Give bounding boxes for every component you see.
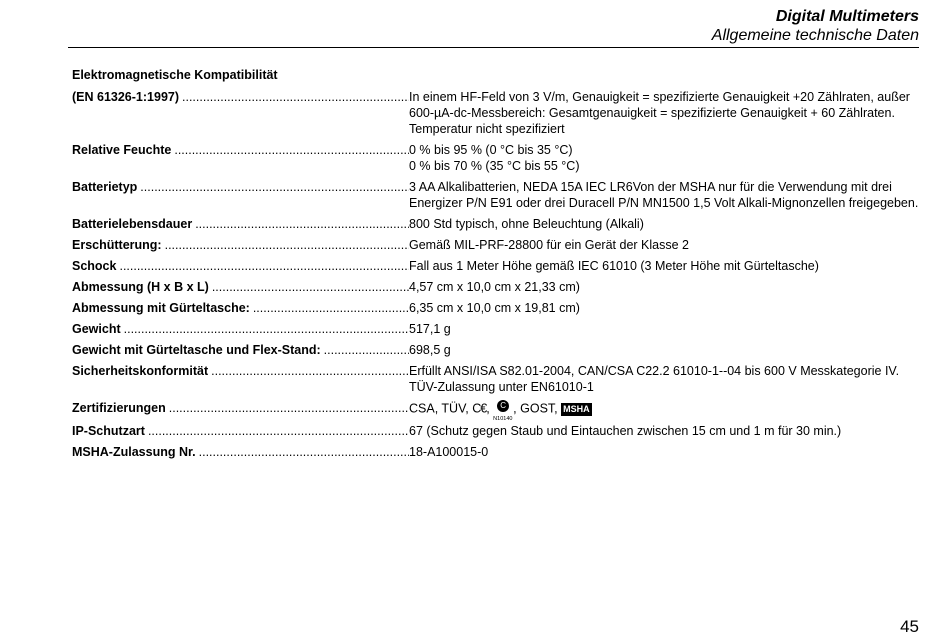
leader-dots <box>195 216 409 232</box>
spec-label: MSHA-Zulassung Nr. <box>72 445 196 459</box>
spec-label-cell <box>72 321 409 337</box>
spec-row <box>72 321 920 337</box>
spec-value-line: 18-A100015-0 <box>409 445 489 459</box>
spec-label-cell <box>72 237 409 253</box>
spec-label: (EN 61326-1:1997) <box>72 90 180 104</box>
spec-label: Erschütterung: <box>72 238 162 252</box>
spec-label-cell <box>72 216 409 232</box>
running-header <box>712 7 919 45</box>
spec-value <box>409 342 920 358</box>
leader-dots <box>211 363 409 395</box>
spec-label-cell <box>72 279 409 295</box>
spec-label-cell <box>72 142 409 174</box>
spec-label-cell <box>72 363 409 395</box>
spec-row <box>72 89 920 137</box>
spec-value <box>409 321 920 337</box>
header-title: Digital Multimeters <box>775 8 919 25</box>
spec-value-line: 800 Std typisch, ohne Beleuchtung (Alkali) <box>409 217 644 231</box>
leader-dots <box>169 400 409 418</box>
spec-value <box>409 179 920 211</box>
leader-dots <box>140 179 409 211</box>
spec-label-cell <box>72 400 409 418</box>
spec-label: IP-Schutzart <box>72 424 145 438</box>
spec-value-line: Fall aus 1 Meter Höhe gemäß IEC 61010 (3 Meter Höhe mit Gürteltasche) <box>409 259 819 273</box>
spec-value-line: 0 % bis 95 % (0 °C bis 35 °C) <box>409 143 573 157</box>
spec-row <box>72 444 920 460</box>
spec-row <box>72 300 920 316</box>
leader-dots <box>182 89 409 137</box>
spec-label-cell <box>72 444 409 460</box>
spec-value <box>409 237 920 253</box>
cert-prefix: CSA, TÜV, <box>409 401 469 416</box>
spec-label: Batterielebensdauer <box>72 217 193 231</box>
leader-dots <box>199 444 409 460</box>
spec-row <box>72 142 920 174</box>
leader-dots <box>148 423 409 439</box>
header-rule <box>68 47 919 48</box>
leader-dots <box>253 300 409 316</box>
msha-logo-icon: MSHA <box>563 403 590 414</box>
spec-label: Abmessung mit Gürteltasche: <box>72 301 250 315</box>
spec-label: Schock <box>72 259 117 273</box>
header-subtitle: Allgemeine technische Daten <box>711 27 919 44</box>
spec-label-cell <box>72 258 409 274</box>
csa-mark-letter: C <box>497 400 509 412</box>
spec-row <box>72 279 920 295</box>
leader-dots <box>119 258 409 274</box>
spec-row <box>72 400 920 422</box>
spec-value <box>409 363 920 395</box>
spec-value-line: 0 % bis 70 % (35 °C bis 55 °C) <box>409 159 580 173</box>
leader-dots <box>165 237 409 253</box>
spec-value-line: 517,1 g <box>409 322 451 336</box>
spec-row <box>72 237 920 253</box>
spec-label: Batterietyp <box>72 180 138 194</box>
spec-row <box>72 342 920 358</box>
csa-mark-number: N10140 <box>493 416 513 422</box>
spec-label: Relative Feuchte <box>72 143 172 157</box>
page-number: 45 <box>900 617 919 636</box>
spec-value <box>409 142 920 174</box>
spec-label: Sicherheitskonformität <box>72 364 209 378</box>
spec-label: Gewicht <box>72 322 121 336</box>
spec-label: Zertifizierungen <box>72 401 166 415</box>
spec-value <box>409 216 920 232</box>
spec-value-line: In einem HF-Feld von 3 V/m, Genauigkeit = spezifizierte Genauigkeit +20 Zählraten, außer 600-µA-dc-Messbereich: Gesamtgenauigkeit = spezifizierte Genauigkeit + 60 Zählraten. Temperatur nicht spezifiziert <box>409 90 910 136</box>
csa-mark-icon <box>493 400 513 422</box>
spec-row <box>72 258 920 274</box>
ce-mark-icon: C€ <box>472 401 487 416</box>
spec-value <box>409 300 920 316</box>
spec-row <box>72 363 920 395</box>
spec-value-line: Erfüllt ANSI/ISA S82.01-2004, CAN/CSA C22.2 61010-1--04 bis 600 V Messkategorie IV. TÜV-Zulassung unter EN61010-1 <box>409 364 900 394</box>
spec-value <box>409 89 920 137</box>
spec-value <box>409 444 920 460</box>
spec-label-cell <box>72 342 409 358</box>
spec-row <box>72 179 920 211</box>
spec-value-line: 67 (Schutz gegen Staub und Eintauchen zwischen 15 cm und 1 m für 30 min.) <box>409 424 842 438</box>
spec-list <box>72 89 920 465</box>
leader-dots <box>324 342 409 358</box>
spec-label-cell <box>72 89 409 137</box>
spec-value <box>409 423 920 439</box>
spec-value-line: 3 AA Alkalibatterien, NEDA 15A IEC LR6Von der MSHA nur für die Verwendung mit drei Energizer P/N E91 oder drei Duracell P/N MN1500 1,5 Volt Alkali-Mignonzellen freigegeben. <box>409 180 919 210</box>
spec-value-line: Gemäß MIL-PRF-28800 für ein Gerät der Klasse 2 <box>409 238 689 252</box>
spec-value-line: 4,57 cm x 10,0 cm x 21,33 cm) <box>409 280 580 294</box>
spec-label: Abmessung (H x B x L) <box>72 280 209 294</box>
leader-dots <box>124 321 409 337</box>
spec-value <box>409 258 920 274</box>
spec-label: Gewicht mit Gürteltasche und Flex-Stand: <box>72 343 321 357</box>
spec-row <box>72 216 920 232</box>
leader-dots <box>212 279 409 295</box>
leader-dots <box>174 142 409 174</box>
spec-label-cell <box>72 179 409 211</box>
spec-value <box>409 279 920 295</box>
spec-value-line: 698,5 g <box>409 343 451 357</box>
spec-label-cell <box>72 423 409 439</box>
spec-value-line: 6,35 cm x 10,0 cm x 19,81 cm) <box>409 301 580 315</box>
cert-gost: GOST, <box>520 401 558 416</box>
spec-value: CSA, TÜV, C€, C N10140 , GOST, MSHA <box>409 400 920 418</box>
spec-label-cell <box>72 300 409 316</box>
section-title: Elektromagnetische Kompatibilität <box>72 68 278 82</box>
